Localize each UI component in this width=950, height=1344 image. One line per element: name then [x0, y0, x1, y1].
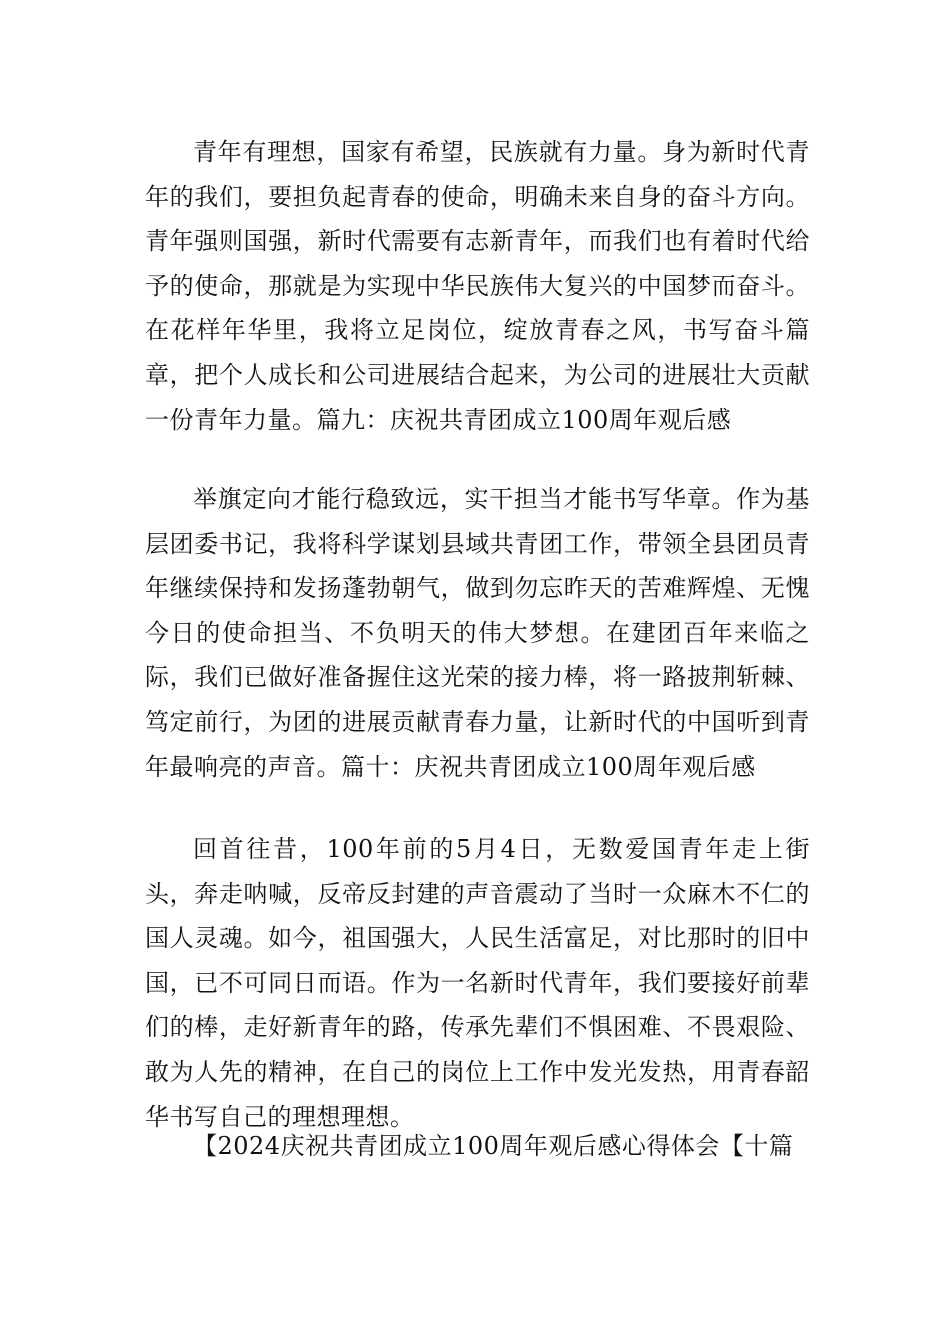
paragraph-3: 回首往昔，100年前的5月4日，无数爱国青年走上街头，奔走呐喊，反帝反封建的声音震动了当时一众麻木不仁的国人灵魂。如今，祖国强大，人民生活富足，对比那时的旧中国，已不可同日而语。作为一名新时代青年，我们要接好前辈们的棒，走好新青年的路，传承先辈们不惧困难、不畏艰险、敢为人先的精神，在自己的岗位上工作中发光发热，用青春韶华书写自己的理想理想。 — [145, 835, 810, 1131]
paragraph-2: 举旗定向才能行稳致远，实干担当才能书写华章。作为基层团委书记，我将科学谋划县域共青团工作，带领全县团员青年继续保持和发扬蓬勃朝气，做到勿忘昨天的苦难辉煌、无愧今日的使命担当、不负明天的伟大梦想。在建团百年来临之际，我们已做好准备握住这光荣的接力棒，将一路披荆斩棘、笃定前行，为团的进展贡献青春力量，让新时代的中国听到青年最响亮的声音。篇十：庆祝共青团成立100周年观后感 — [145, 485, 810, 781]
paragraph-4: 【2024庆祝共青团成立100周年观后感心得体会【十篇 — [193, 1132, 794, 1160]
paragraph-block-4 — [145, 1124, 810, 1169]
paragraph-block-1 — [145, 130, 810, 442]
paragraph-block-3 — [145, 827, 810, 1139]
paragraph-1: 青年有理想，国家有希望，民族就有力量。身为新时代青年的我们，要担负起青春的使命，明确未来自身的奋斗方向。青年强则国强，新时代需要有志新青年，而我们也有着时代给予的使命，那就是为实现中华民族伟大复兴的中国梦而奋斗。在花样年华里，我将立足岗位，绽放青春之风，书写奋斗篇章，把个人成长和公司进展结合起来，为公司的进展壮大贡献一份青年力量。篇九：庆祝共青团成立100周年观后感 — [145, 138, 810, 434]
paragraph-block-2 — [145, 477, 810, 789]
